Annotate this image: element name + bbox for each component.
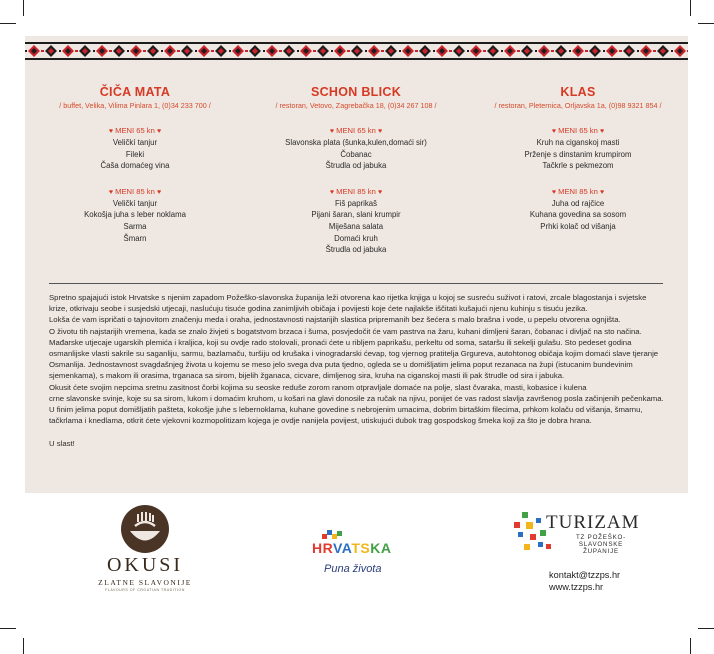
menu-item: Fiš paprikaš [334,198,378,208]
turizam-subtitle: TZ POŽEŠKO- SLAVONSKE ŽUPANIJE [575,534,627,556]
menu-title: ♥ MENI 85 kn ♥ [329,186,383,196]
menu-title: ♥ MENI 85 kn ♥ [551,186,605,196]
turizam-name: TURIZAM [546,512,640,533]
heart-icon: ♥ [377,188,383,196]
crop-mark [0,628,16,629]
menu-title: ♥ MENI 85 kn ♥ [108,186,162,196]
menu-item: Štrudla od jabuka [325,245,387,255]
contact-email[interactable]: kontakt@tzzps.hr [549,570,621,580]
menu-item: Juha od rajčice [551,198,605,208]
heart-icon: ♥ [599,128,605,135]
hrvatska-logo [308,530,408,590]
heart-icon: ♥ [156,188,162,196]
body-paragraph: crne slavonske svinje, koje su sa sirom, lukom i domaćim kruhom, u košari na glavi donosile za ručak na njivu, ponijet će vas radost slavlja završenog posla začinjenih pečenkama. [49,393,664,403]
menu-item: Slavonska plata (šunka,kulen,domaći sir) [285,138,427,147]
crop-mark [23,0,24,16]
okusi-tagline: FLAVOURS OF CROATIAN TRADITION [105,588,185,592]
heart-icon: ♥ [108,128,114,135]
menu-item: Sarma [123,221,147,231]
restaurant-name: SCHON BLICK [310,85,402,99]
crop-mark [690,638,691,654]
menu-item: Veličkí tanjur [112,138,158,147]
contact-info [549,570,620,593]
restaurant-address: / restoran, Vetovo, Zagrebačka 18, (0)34 267 108 / [275,101,437,110]
restaurant-klas [468,84,688,233]
body-paragraph: U finim jelima poput domišljatih pašteta, kokošje juhe s lebernoklama, kuhane govedine s nebrojenim umacima, dobrim birtaškim filecima, prhkom kolaču od višanja, šmarnu, tačkrlama i knedlama, otkrit ćete vjekovni kozmopolitizam kojega je ovdje nanijela povijest, utiskujući dubok trag gospodskog šmeka koji za što je dobra hrana. [49,405,643,426]
restaurant-name: KLAS [560,85,596,99]
body-paragraph: Spretno spajajući istok Hrvatske s njenim zapadom Požeško-slavonska županija leži otvorena kao rijetka knjiga u kojoj se susreću suživot i ratovi, zrcale blagostanja i svjetske krize, otkrivaju seobe i susjedski utjecaji, naslućuju tisuće godina zanimljivih običaja i povijesti koje ćete najlakše iščitati kušajući njenu kuhinju s tisuću jezika. [49,293,647,314]
menu-item: Veličkí tanjur [112,198,158,208]
menu-item: Prženje s dinstanim krumpirom [524,149,632,159]
okusi-title: OKUSI [106,554,184,576]
body-paragraph: Okusit ćete svojim nepcima sretnu zasitnost čorbi kojima su seoske reduše zorom ranom otpravljale domaće na polje, slast čvaraka, masti, kobasice i kulena [49,382,587,392]
menu-item: Tačkrle s pekmezom [542,161,614,171]
menu-item: Štrudla od jabuka [325,161,387,171]
crop-mark [23,638,24,654]
body-text [49,292,665,449]
closing-line: U slast! [49,438,75,448]
heart-icon: ♥ [551,128,557,135]
hrvatska-word: HRVATSKA [312,540,392,556]
menu-item: Fileki [125,149,145,159]
heart-icon: ♥ [377,128,383,135]
heart-icon: ♥ [156,128,162,135]
menu-item: Pijani šaran, slani krumpir [311,210,401,220]
menu-item: Kuhana govedina sa sosom [529,210,627,220]
contact-web[interactable]: www.tzzps.hr [549,581,604,592]
menu-title: ♥ MENI 65 kn ♥ [108,126,162,135]
heart-icon: ♥ [599,188,605,196]
body-paragraph [49,426,665,437]
bowl-icon [120,504,170,554]
turizam-logo [512,510,642,570]
embroidery-border [25,42,688,60]
heart-icon: ♥ [551,188,557,196]
content-panel [25,36,688,493]
body-paragraph: Mađarske utjecaje ugarskih plemića i kraljica, koji su ovdje rado stolovali, pronaći ćete u ribljem paprikašu, perkeltu od soma, sataršu ili sekelji gulašu. Sto pedeset godina osmanlijske vlasti sakrile su saganliju, sarmu, bazlamaču, turšiju od krušaka i vinogradarski ćevap, tog vjernog pratitelja Grgureva, autohtonog običaja kojim domaći slave tjeranje Osmanlija. Jednostavnost svagdašnjeg života u kojemu se meso jelo svega dva puta tjedno, ogleda se u domišljatim jelima poput rezanaca na župi (istucanim bundevinim sjemenkama), s makom ili orasima, trganaca sa sirom, bijelih žganaca, cicvare, dimljenog sira, kruha na ciganskoj masti ili pak štrudle od sira i jabuka. [49,337,659,381]
restaurant-address: / buffet, Velika, Vilima Pinlara 1, (0)34 233 700 / [59,101,211,110]
heart-icon: ♥ [329,188,335,196]
menu-item: Šmarn [123,233,147,243]
restaurant-schon-blick [246,84,466,256]
hrvatska-slogan: Puna života [324,563,382,575]
body-paragraph: Lokša će vam ispričati o tajnovitom značenju meda i oraha, jednostavnosti najstarijih slastica pripremanih bez šećera s malo brašna i vode, u pepelu otvorena ognjišta. [49,315,621,325]
crop-mark [690,0,691,16]
okusi-subtitle: ZLATNE SLAVONIJE [98,578,192,587]
menu-item: Domaći kruh [334,233,378,243]
crop-mark [698,23,714,24]
menu-item: Čobanac [340,149,372,159]
restaurant-cica-mata [25,84,245,244]
heart-icon: ♥ [329,128,335,135]
menu-item: Čaša domaćeg vina [100,161,170,171]
restaurant-address: / restoran, Pleternica, Orljavska 1a, (0)98 9321 854 / [494,101,662,110]
menu-item: Kokošja juha s leber noklama [84,210,186,220]
menu-title: ♥ MENI 65 kn ♥ [329,126,383,135]
crop-mark [698,628,714,629]
okusi-logo [95,504,195,594]
restaurant-columns [25,84,688,304]
menu-item: Kruh na ciganskoj masti [536,138,620,147]
menu-item: Prhki kolač od višanja [540,221,616,231]
crop-mark [0,23,16,24]
heart-icon: ♥ [108,188,114,196]
restaurant-name: ČIČA MATA [99,85,171,99]
menu-item: Miješana salata [328,221,384,231]
body-paragraph: O životu tih najstarijih vremena, kada se znalo živjeti s bogatstvom brzaca i šuma, posvjedočit će vam pastrva na žaru, kuhani dimljeni šaran, čobanac i divljač na sto načina. [49,326,642,336]
section-divider [49,283,663,284]
menu-title: ♥ MENI 65 kn ♥ [551,126,605,135]
